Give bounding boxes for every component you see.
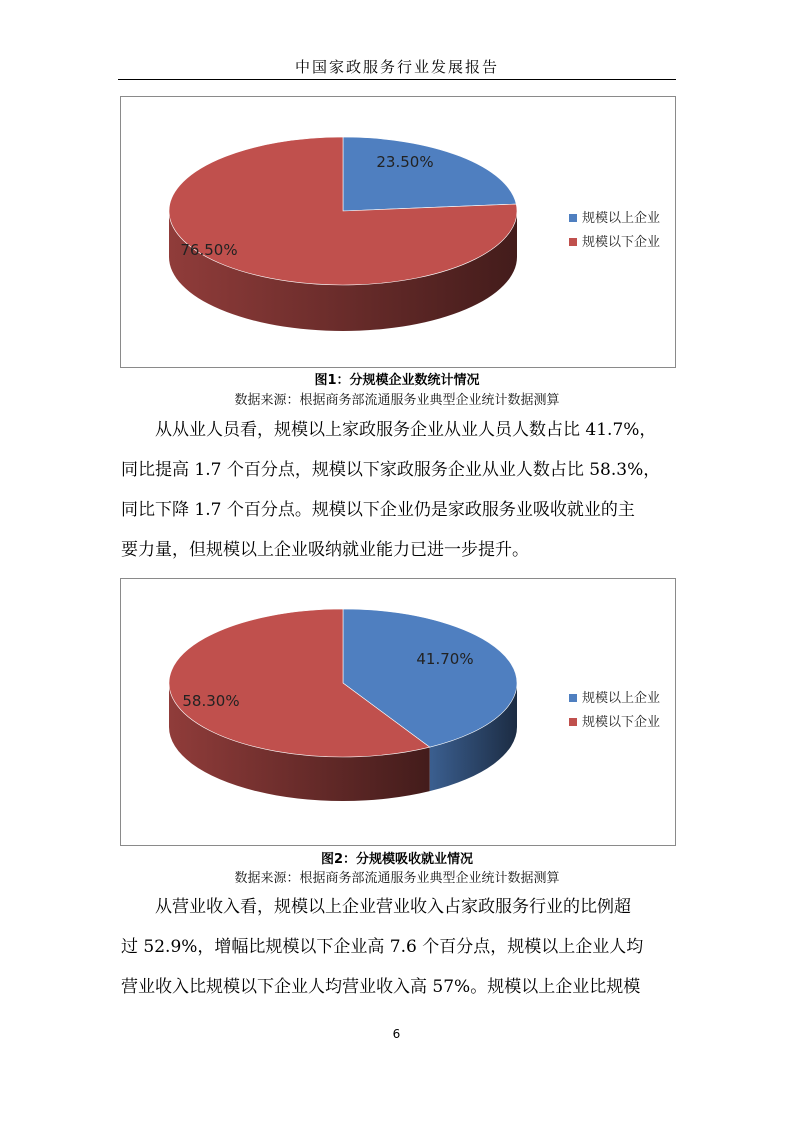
legend-label-below: 规模以下企业	[582, 235, 661, 250]
chart-employment	[120, 578, 676, 846]
legend-swatch-above	[569, 214, 577, 222]
page-number: 6	[392, 1027, 401, 1041]
figure1-source: 数据来源：根据商务部流通服务业典型企业统计数据测算	[234, 393, 560, 408]
paragraph-line: 从从业人员看，规模以上家政服务企业从业人员人数占比 41.7%，	[155, 420, 657, 440]
paragraph-line: 营业收入比规模以下企业人均营业收入高 57%。规模以上企业比规模	[121, 977, 641, 997]
figure2-caption: 图2：分规模吸收就业情况	[320, 852, 474, 867]
pie-data-label: 41.70%	[416, 650, 474, 668]
paragraph-line: 要力量，但规模以上企业吸纳就业能力已进一步提升。	[121, 540, 529, 560]
legend-swatch-above	[569, 694, 577, 702]
legend-item-above	[569, 687, 660, 711]
pie-data-label: 58.30%	[182, 692, 240, 710]
pie-slice-top	[343, 137, 516, 211]
legend-label-below: 规模以下企业	[582, 715, 661, 730]
paragraph-line: 同比下降 1.7 个百分点。规模以下企业仍是家政服务业吸收就业的主	[121, 500, 635, 520]
chart2-legend	[569, 687, 660, 735]
report-title: 中国家政服务行业发展报告	[294, 58, 499, 76]
figure2-source: 数据来源：根据商务部流通服务业典型企业统计数据测算	[234, 871, 560, 886]
header-divider	[118, 79, 676, 80]
chart1-legend	[569, 207, 660, 255]
pie-data-label: 76.50%	[180, 241, 238, 259]
chart-enterprise-count	[120, 96, 676, 368]
paragraph-revenue	[121, 887, 675, 1007]
figure1-caption: 图1：分规模企业数统计情况	[314, 373, 480, 388]
paragraph-line: 过 52.9%，增幅比规模以下企业高 7.6 个百分点，规模以上企业人均	[121, 937, 644, 957]
paragraph-line: 从营业收入看，规模以上企业营业收入占家政服务行业的比例超	[155, 897, 631, 917]
paragraph-line: 同比提高 1.7 个百分点，规模以下家政服务企业从业人数占比 58.3%，	[121, 460, 661, 480]
paragraph-employment	[121, 410, 675, 570]
legend-label-above: 规模以上企业	[582, 691, 661, 706]
legend-item-below	[569, 711, 660, 735]
legend-item-above	[569, 207, 660, 231]
pie-data-label: 23.50%	[376, 153, 434, 171]
legend-swatch-below	[569, 238, 577, 246]
legend-swatch-below	[569, 718, 577, 726]
legend-item-below	[569, 231, 660, 255]
legend-label-above: 规模以上企业	[582, 211, 661, 226]
